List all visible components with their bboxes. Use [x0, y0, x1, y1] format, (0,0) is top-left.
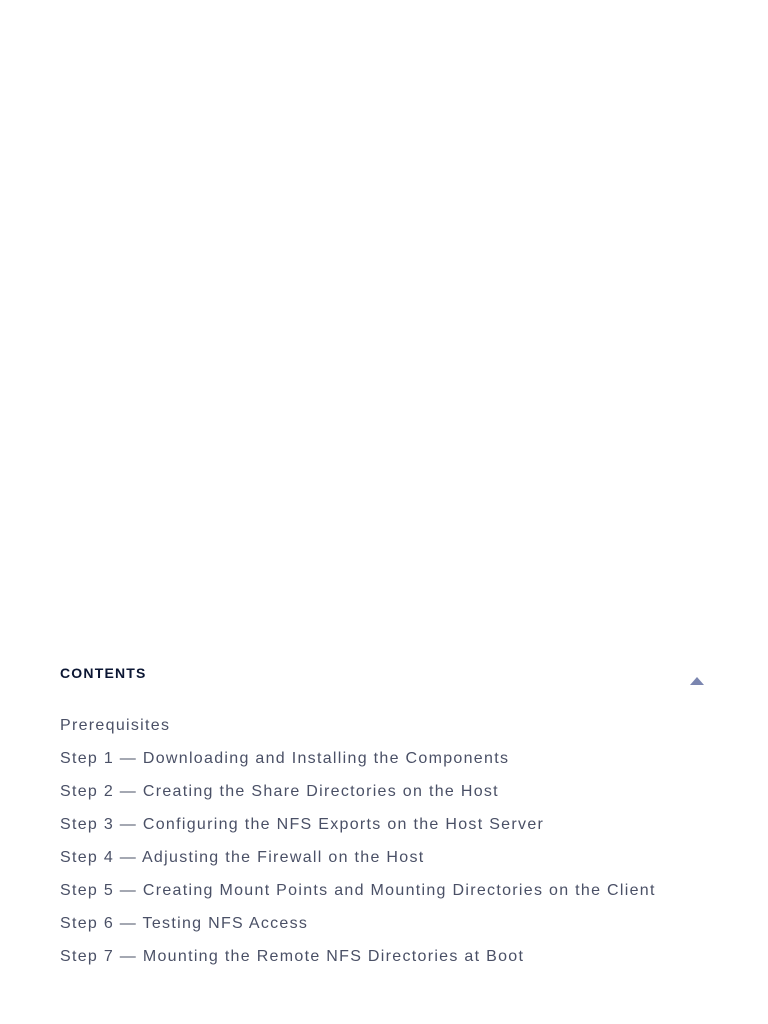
toc-item-step-7: [60, 946, 710, 979]
toc-list: [60, 715, 710, 979]
toc-item-step-3: [60, 814, 710, 847]
toc-link-step-1[interactable]: Step 1 — Downloading and Installing the Components: [60, 750, 510, 767]
toc-item-step-5: [60, 880, 710, 913]
toc-link-step-4[interactable]: Step 4 — Adjusting the Firewall on the Host: [60, 849, 425, 866]
toc-link-step-3[interactable]: Step 3 — Configuring the NFS Exports on the Host Server: [60, 816, 545, 833]
triangle-up-icon: [689, 676, 705, 686]
toc-item-step-1: [60, 748, 710, 781]
contents-header: [60, 664, 710, 704]
contents-title: CONTENTS: [60, 665, 147, 681]
collapse-contents-button[interactable]: [686, 670, 708, 692]
toc-link-step-6[interactable]: Step 6 — Testing NFS Access: [60, 915, 309, 932]
toc-link-step-5[interactable]: Step 5 — Creating Mount Points and Mounting Directories on the Client: [60, 882, 656, 899]
toc-item-step-4: [60, 847, 710, 880]
toc-link-step-7[interactable]: Step 7 — Mounting the Remote NFS Directories at Boot: [60, 948, 525, 965]
table-of-contents: [60, 664, 710, 979]
toc-item-step-6: [60, 913, 710, 946]
toc-item-prerequisites: [60, 715, 710, 748]
toc-item-step-2: [60, 781, 710, 814]
toc-link-step-2[interactable]: Step 2 — Creating the Share Directories on the Host: [60, 783, 499, 800]
toc-link-prerequisites[interactable]: Prerequisites: [60, 717, 171, 734]
